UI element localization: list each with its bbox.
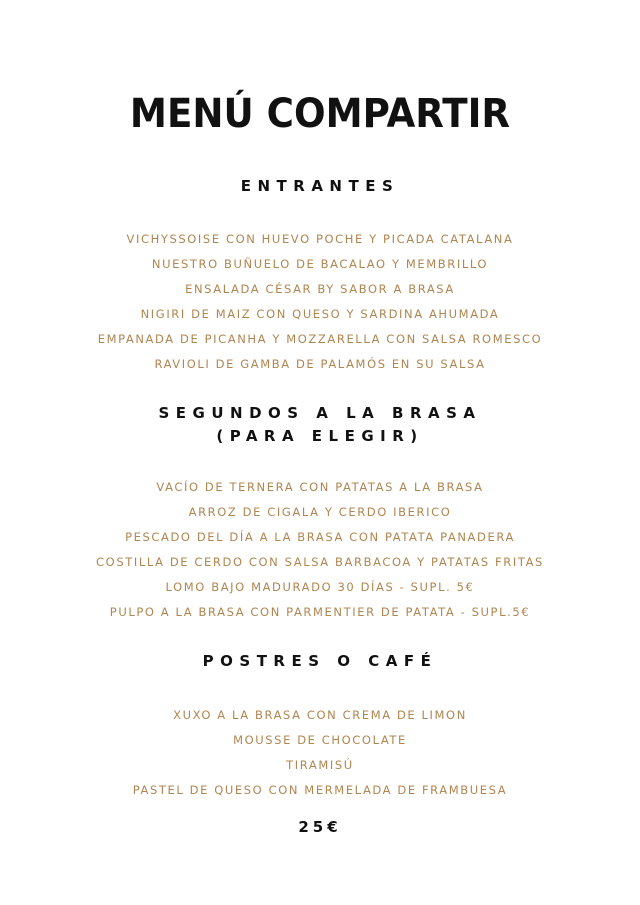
menu-item: XUXO A LA BRASA CON CREMA DE LIMON xyxy=(173,708,467,722)
section-heading-entrantes: ENTRANTES xyxy=(240,177,400,195)
section-heading-segundos: SEGUNDOS A LA BRASA xyxy=(158,404,482,422)
menu-item: ARROZ DE CIGALA Y CERDO IBERICO xyxy=(188,505,452,519)
section-heading-postres: POSTRES O CAFÉ xyxy=(202,652,438,670)
menu-item: COSTILLA DE CERDO CON SALSA BARBACOA Y PATATAS FRITAS xyxy=(96,555,544,569)
menu-item: NUESTRO BUÑUELO DE BACALAO Y MEMBRILLO xyxy=(151,257,489,271)
menu-item: PESCADO DEL DÍA A LA BRASA CON PATATA PANADERA xyxy=(125,530,515,544)
entrantes-list xyxy=(0,227,640,377)
menu-title: MENÚ COMPARTIR xyxy=(129,91,511,137)
menu-item: ENSALADA CÉSAR BY SABOR A BRASA xyxy=(185,282,455,296)
menu-item: PULPO A LA BRASA CON PARMENTIER DE PATATA - SUPL.5€ xyxy=(109,605,531,619)
postres-list xyxy=(0,703,640,803)
menu-item: RAVIOLI DE GAMBA DE PALAMÓS EN SU SALSA xyxy=(154,357,486,371)
menu-item: EMPANADA DE PICANHA Y MOZZARELLA CON SALSA ROMESCO xyxy=(97,332,543,346)
menu-price: 25€ xyxy=(298,818,342,836)
menu-item: VACÍO DE TERNERA CON PATATAS A LA BRASA xyxy=(156,480,484,494)
menu-item: PASTEL DE QUESO CON MERMELADA DE FRAMBUESA xyxy=(132,783,508,797)
menu-item: LOMO BAJO MADURADO 30 DÍAS - SUPL. 5€ xyxy=(165,580,475,594)
menu-item: VICHYSSOISE CON HUEVO POCHE Y PICADA CATALANA xyxy=(126,232,514,246)
menu-item: MOUSSE DE CHOCOLATE xyxy=(233,733,407,747)
segundos-list xyxy=(0,475,640,625)
menu-item: TIRAMISÚ xyxy=(286,758,354,772)
menu-item: NIGIRI DE MAIZ CON QUESO Y SARDINA AHUMADA xyxy=(140,307,500,321)
section-subheading-para-elegir: (PARA ELEGIR) xyxy=(216,427,424,445)
